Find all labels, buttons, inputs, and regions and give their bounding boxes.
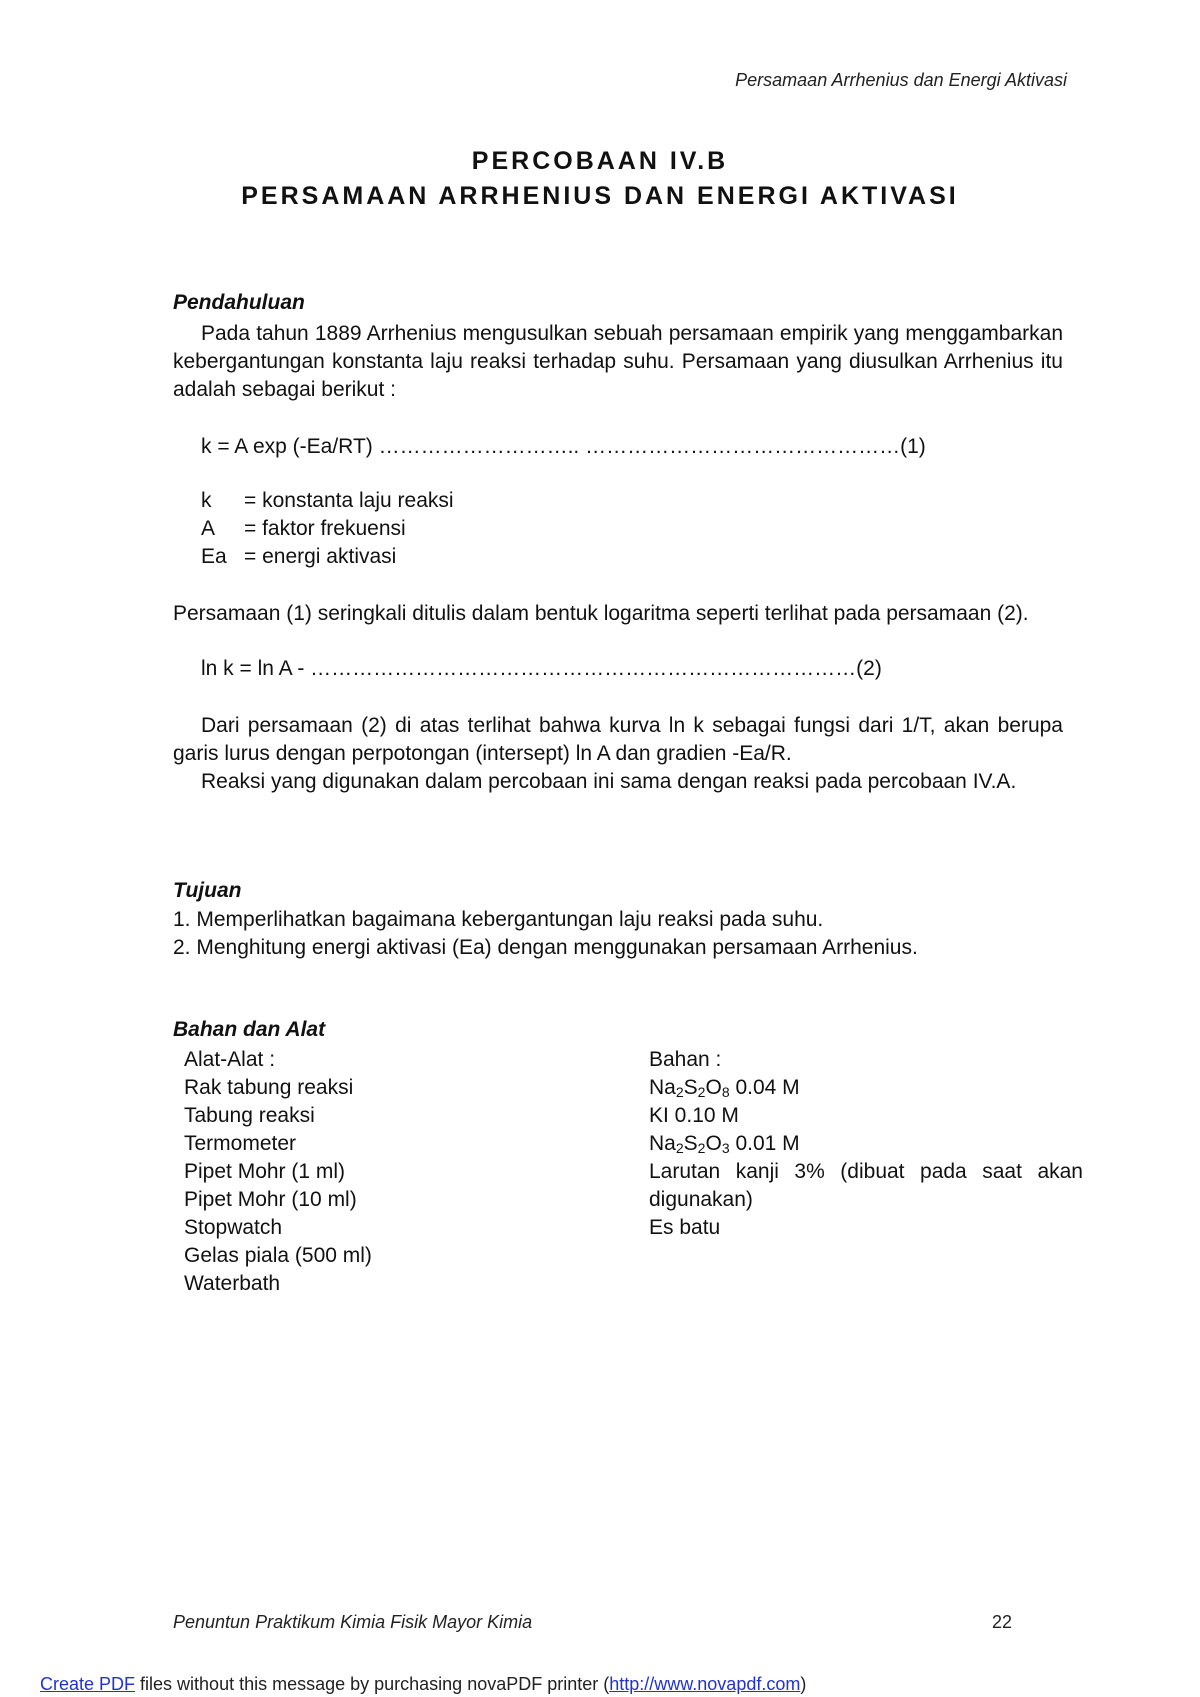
running-header: Persamaan Arrhenius dan Energi Aktivasi xyxy=(735,70,1067,90)
equation-2: ln k = ln A - ……………………………………………………………………(2) xyxy=(201,657,882,680)
section-heading-bahan-alat: Bahan dan Alat xyxy=(173,1018,326,1041)
definition-meaning: = faktor frekuensi xyxy=(244,517,406,540)
alat-item: Termometer xyxy=(184,1132,297,1155)
intro-paragraph-text: Pada tahun 1889 Arrhenius mengusulkan sebuah persamaan empirik yang menggambarkan kebergantungan konstanta laju reaksi terhadap suhu. Persamaan yang diusulkan Arrhenius itu adalah sebagai berikut : xyxy=(173,322,1063,401)
formula-subscript: 2 xyxy=(697,1084,706,1100)
curve-paragraph xyxy=(173,712,1063,768)
novapdf-url-link[interactable]: http://www.novapdf.com xyxy=(609,1674,801,1694)
reaction-paragraph-text: Reaksi yang digunakan dalam percobaan ini sama dengan reaksi pada percobaan IV.A. xyxy=(201,770,1017,793)
formula-subscript: 2 xyxy=(675,1140,684,1156)
formula-part: S xyxy=(683,1076,698,1099)
bahan-item-thiosulfate xyxy=(649,1130,1083,1158)
definition-symbol: k xyxy=(201,489,212,512)
watermark-end: ) xyxy=(800,1674,807,1694)
definition-row xyxy=(201,545,396,569)
intro-paragraph xyxy=(173,320,1063,404)
alat-item: Waterbath xyxy=(184,1272,281,1295)
watermark-text: files without this message by purchasing novaPDF printer ( xyxy=(135,1674,610,1694)
footer-book-title: Penuntun Praktikum Kimia Fisik Mayor Kimia xyxy=(173,1612,533,1632)
alat-item: Tabung reaksi xyxy=(184,1104,315,1127)
formula-concentration: 0.01 M xyxy=(729,1132,800,1155)
novapdf-watermark xyxy=(40,1674,806,1695)
definition-meaning: = konstanta laju reaksi xyxy=(244,489,454,512)
page-title-line1: PERCOBAAN IV.B xyxy=(471,147,729,175)
formula-subscript: 2 xyxy=(675,1084,684,1100)
formula-part: Na xyxy=(649,1076,676,1099)
bahan-item-kanji: Larutan kanji 3% (dibuat pada saat akan digunakan) xyxy=(649,1160,1083,1211)
tujuan-item: 1. Memperlihatkan bagaimana kebergantungan laju reaksi pada suhu. xyxy=(173,908,824,931)
section-heading-pendahuluan: Pendahuluan xyxy=(173,291,305,314)
definition-symbol: A xyxy=(201,517,216,540)
bahan-column xyxy=(649,1046,1083,1242)
bahan-item-ki: KI 0.10 M xyxy=(649,1104,739,1127)
bahan-item-es: Es batu xyxy=(649,1216,721,1239)
create-pdf-link[interactable]: Create PDF xyxy=(40,1674,136,1694)
alat-heading: Alat-Alat : xyxy=(184,1048,276,1071)
bahan-item-persulfate xyxy=(649,1074,1083,1102)
alat-item: Pipet Mohr (1 ml) xyxy=(184,1160,346,1183)
formula-part: S xyxy=(683,1132,698,1155)
formula-subscript: 2 xyxy=(697,1140,706,1156)
equation-1: k = A exp (-Ea/RT) ……………………….. ………………………………………(1) xyxy=(201,435,926,458)
definition-symbol: Ea xyxy=(201,545,227,568)
definition-row xyxy=(201,489,454,513)
definition-meaning: = energi aktivasi xyxy=(244,545,397,568)
alat-item: Gelas piala (500 ml) xyxy=(184,1244,372,1267)
reaction-paragraph xyxy=(173,768,1063,796)
tujuan-item: 2. Menghitung energi aktivasi (Ea) dengan menggunakan persamaan Arrhenius. xyxy=(173,936,918,959)
curve-paragraph-text: Dari persamaan (2) di atas terlihat bahwa kurva ln k sebagai fungsi dari 1/T, akan berupa garis lurus dengan perpotongan (intersept) ln A dan gradien -Ea/R. xyxy=(173,714,1063,765)
alat-item: Stopwatch xyxy=(184,1216,283,1239)
definition-row xyxy=(201,517,406,541)
formula-subscript: 3 xyxy=(721,1140,730,1156)
page-title-line2: PERSAMAAN ARRHENIUS DAN ENERGI AKTIVASI xyxy=(241,182,959,210)
bahan-heading: Bahan : xyxy=(649,1048,722,1071)
alat-item: Rak tabung reaksi xyxy=(184,1076,354,1099)
formula-concentration: 0.04 M xyxy=(729,1076,800,1099)
logarithm-paragraph: Persamaan (1) seringkali ditulis dalam bentuk logaritma seperti terlihat pada persamaan (2). xyxy=(173,602,1029,625)
formula-part: O xyxy=(705,1132,722,1155)
formula-part: Na xyxy=(649,1132,676,1155)
formula-subscript: 8 xyxy=(721,1084,730,1100)
formula-part: O xyxy=(705,1076,722,1099)
section-heading-tujuan: Tujuan xyxy=(173,879,242,902)
alat-column xyxy=(184,1046,604,1298)
page-number: 22 xyxy=(992,1612,1013,1632)
alat-item: Pipet Mohr (10 ml) xyxy=(184,1188,357,1211)
